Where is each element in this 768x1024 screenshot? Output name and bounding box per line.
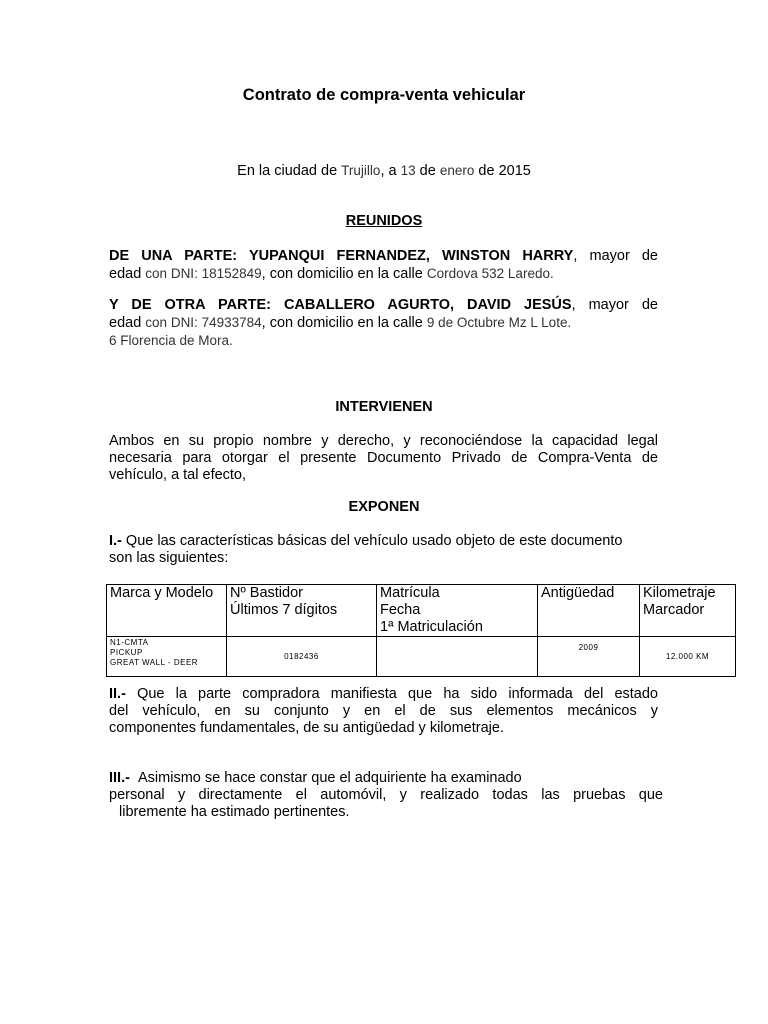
cell-antiguedad: 2009 bbox=[538, 637, 640, 677]
party-two-label: Y DE OTRA PARTE: CABALLERO AGURTO, DAVID JESÚS bbox=[109, 297, 572, 313]
party-two bbox=[109, 297, 658, 349]
party-two-dni: con DNI: 74933784 bbox=[145, 315, 262, 330]
header-kilometraje: Kilometraje Marcador bbox=[640, 585, 736, 637]
party-one-address: Cordova 532 Laredo. bbox=[426, 266, 554, 281]
party-one-line-1: DE UNA PARTE: YUPANQUI FERNANDEZ, WINSTON HARRY, mayor de bbox=[109, 248, 658, 264]
header-antiguedad: Antigüedad bbox=[538, 585, 640, 637]
day: 13 bbox=[400, 163, 416, 178]
month: enero bbox=[439, 163, 475, 178]
city: Trujillo bbox=[341, 163, 381, 178]
party-one-dni: con DNI: 18152849 bbox=[145, 266, 262, 281]
table-header-row bbox=[107, 585, 736, 637]
cell-matricula bbox=[377, 637, 538, 677]
party-one bbox=[109, 248, 658, 283]
party-two-address-2: 6 Florencia de Mora. bbox=[109, 333, 233, 348]
party-two-address-1: 9 de Octubre Mz L Lote. bbox=[426, 315, 572, 330]
party-one-label: DE UNA PARTE: YUPANQUI FERNANDEZ, WINSTON HARRY bbox=[109, 248, 574, 264]
place-sep: , a bbox=[380, 163, 397, 179]
party-two-line-1: Y DE OTRA PARTE: CABALLERO AGURTO, DAVID JESÚS, mayor de bbox=[109, 297, 658, 313]
clause-one: I.- Que las características básicas del vehículo usado objeto de este documento son las siguientes: bbox=[109, 533, 623, 566]
clause-three: III.- Asimismo se hace constar que el adquiriente ha examinado personal y directamente el automóvil, y realizado todas las pruebas que libremente ha estimado pertinentes. bbox=[109, 770, 663, 820]
clause-one-number: I.- bbox=[109, 533, 122, 549]
clause-two-number: II.- bbox=[109, 686, 126, 702]
heading-exponen: EXPONEN bbox=[348, 499, 420, 515]
header-bastidor: Nº Bastidor Últimos 7 dígitos bbox=[227, 585, 377, 637]
date-de-1: de bbox=[419, 163, 436, 179]
document-title: Contrato de compra-venta vehicular bbox=[242, 86, 526, 104]
date-de-2: de bbox=[478, 163, 495, 179]
place-date-line bbox=[0, 163, 768, 179]
party-one-line-2: edad con DNI: 18152849, con domicilio en la calle Cordova 532 Laredo. bbox=[109, 266, 554, 282]
year: 2015 bbox=[498, 163, 531, 179]
place-prefix: En la ciudad de bbox=[237, 163, 338, 179]
cell-model: N1-CMTA PICKUP GREAT WALL - DEER bbox=[107, 637, 227, 677]
party-two-line-2: edad con DNI: 74933784, con domicilio en la calle 9 de Octubre Mz L Lote. bbox=[109, 315, 572, 331]
clause-two: II.- Que la parte compradora manifiesta que ha sido informada del estado del vehículo, en su conjunto y en el de sus elementos mecánicos y componentes fundamentales, de su antigüedad y kilometraje. bbox=[109, 686, 658, 736]
cell-bastidor: 0182436 bbox=[227, 637, 377, 677]
intervienen-text: Ambos en su propio nombre y derecho, y reconociéndose la capacidad legal necesaria para otorgar el presente Documento Privado de Compra-Venta de vehículo, a tal efecto, bbox=[109, 433, 658, 483]
heading-reunidos: REUNIDOS bbox=[345, 213, 423, 229]
cell-kilometraje: 12.000 KM bbox=[640, 637, 736, 677]
header-marca-modelo: Marca y Modelo bbox=[107, 585, 227, 637]
header-matricula: Matrícula Fecha 1ª Matriculación bbox=[377, 585, 538, 637]
table-row bbox=[107, 637, 736, 677]
clause-three-number: III.- bbox=[109, 770, 130, 786]
vehicle-table bbox=[106, 584, 736, 677]
heading-intervienen: INTERVIENEN bbox=[335, 399, 433, 415]
